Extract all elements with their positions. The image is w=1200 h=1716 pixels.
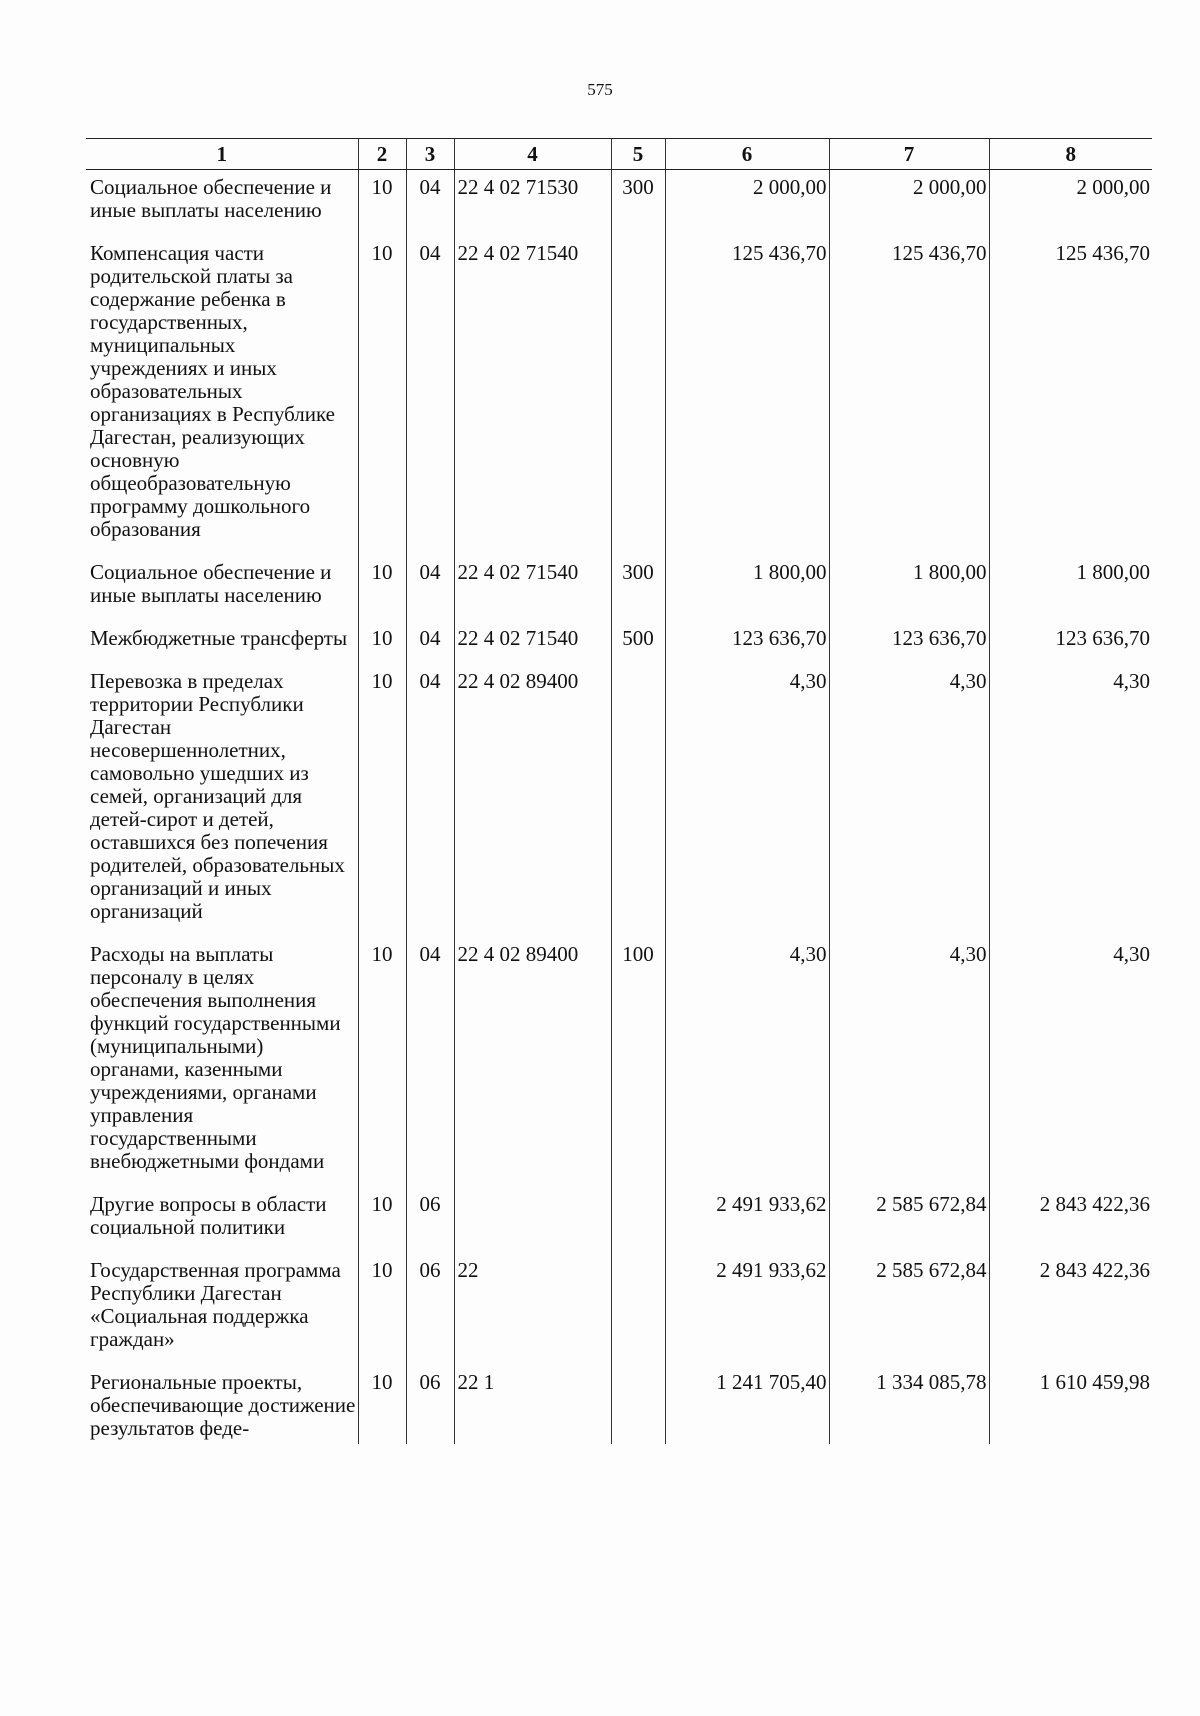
row-section: 10 [358,664,406,937]
row-expense-type [611,1253,665,1365]
row-target-code: 22 1 [454,1365,611,1444]
table-row [86,236,1152,555]
row-amount-3: 4,30 [989,664,1152,937]
row-subsection: 06 [406,1365,454,1444]
row-name: Государственная программа Республики Дагестан «Социальная поддержка граждан» [90,1258,341,1351]
row-name: Межбюджетные трансферты [90,626,348,650]
row-amount-3: 1 800,00 [989,555,1152,621]
column-header: 3 [406,139,454,170]
table-row [86,1365,1152,1444]
row-subsection: 04 [406,236,454,555]
row-amount-3: 123 636,70 [989,621,1152,664]
row-expense-type [611,236,665,555]
row-expense-type [611,664,665,937]
row-name: Другие вопросы в области социальной политики [90,1192,327,1239]
column-header: 5 [611,139,665,170]
row-subsection: 04 [406,664,454,937]
row-target-code [454,1187,611,1253]
column-header: 8 [989,139,1152,170]
row-amount-1: 4,30 [665,937,829,1187]
row-section: 10 [358,1253,406,1365]
table-row [86,555,1152,621]
table-row [86,170,1152,237]
row-amount-3: 2 843 422,36 [989,1253,1152,1365]
column-header: 4 [454,139,611,170]
row-amount-2: 1 334 085,78 [829,1365,989,1444]
table-row [86,664,1152,937]
row-amount-1: 2 491 933,62 [665,1253,829,1365]
row-name: Региональные проекты, обеспечивающие достижение результатов феде- [90,1370,356,1440]
row-subsection: 06 [406,1253,454,1365]
row-target-code: 22 4 02 71540 [454,621,611,664]
row-amount-3: 4,30 [989,937,1152,1187]
table-header-row [86,139,1152,170]
row-target-code: 22 4 02 71530 [454,170,611,237]
page-number: 575 [587,80,613,99]
row-amount-2: 1 800,00 [829,555,989,621]
column-header: 7 [829,139,989,170]
row-amount-3: 125 436,70 [989,236,1152,555]
row-amount-2: 4,30 [829,937,989,1187]
row-target-code: 22 4 02 71540 [454,555,611,621]
row-expense-type: 300 [611,555,665,621]
row-amount-1: 1 241 705,40 [665,1365,829,1444]
row-subsection: 04 [406,170,454,237]
row-target-code: 22 [454,1253,611,1365]
row-amount-1: 2 491 933,62 [665,1187,829,1253]
row-name: Компенсация части родительской платы за содержание ребенка в государственных, муниципальных учреждениях и иных образовательных организациях в Республике Дагестан, реализующих основную общеобразовательную программу дошкольного образования [90,241,335,541]
row-section: 10 [358,937,406,1187]
row-name: Социальное обеспечение и иные выплаты населению [90,560,332,607]
row-name: Перевозка в пределах территории Республики Дагестан несовершеннолетних, самовольно ушедших из семей, организаций для детей-сирот и детей, оставшихся без попечения родителей, образовательных организаций и иных организаций [90,669,345,923]
row-amount-3: 1 610 459,98 [989,1365,1152,1444]
row-amount-1: 2 000,00 [665,170,829,237]
row-subsection: 04 [406,555,454,621]
row-amount-1: 123 636,70 [665,621,829,664]
row-expense-type [611,1365,665,1444]
row-amount-1: 1 800,00 [665,555,829,621]
table-row [86,937,1152,1187]
row-subsection: 04 [406,937,454,1187]
row-target-code: 22 4 02 89400 [454,937,611,1187]
row-target-code: 22 4 02 89400 [454,664,611,937]
row-amount-2: 2 585 672,84 [829,1187,989,1253]
row-subsection: 04 [406,621,454,664]
row-expense-type: 100 [611,937,665,1187]
table-row [86,1253,1152,1365]
row-section: 10 [358,621,406,664]
row-name: Социальное обеспечение и иные выплаты населению [90,175,332,222]
row-expense-type [611,1187,665,1253]
row-amount-3: 2 000,00 [989,170,1152,237]
row-amount-2: 4,30 [829,664,989,937]
row-section: 10 [358,1187,406,1253]
row-amount-1: 125 436,70 [665,236,829,555]
table-row [86,621,1152,664]
budget-table [86,138,1152,1444]
row-target-code: 22 4 02 71540 [454,236,611,555]
row-section: 10 [358,1365,406,1444]
row-subsection: 06 [406,1187,454,1253]
row-section: 10 [358,555,406,621]
row-amount-2: 2 585 672,84 [829,1253,989,1365]
row-expense-type: 300 [611,170,665,237]
table-row [86,1187,1152,1253]
row-amount-3: 2 843 422,36 [989,1187,1152,1253]
column-header: 6 [665,139,829,170]
row-section: 10 [358,236,406,555]
column-header: 2 [358,139,406,170]
row-name: Расходы на выплаты персоналу в целях обеспечения выполнения функций государственными (муниципальными) органами, казенными учреждениями, органами управления государственными внебюджетными фондами [90,942,341,1173]
row-amount-2: 125 436,70 [829,236,989,555]
row-expense-type: 500 [611,621,665,664]
row-amount-2: 2 000,00 [829,170,989,237]
row-amount-1: 4,30 [665,664,829,937]
row-section: 10 [358,170,406,237]
column-header: 1 [86,139,358,170]
row-amount-2: 123 636,70 [829,621,989,664]
